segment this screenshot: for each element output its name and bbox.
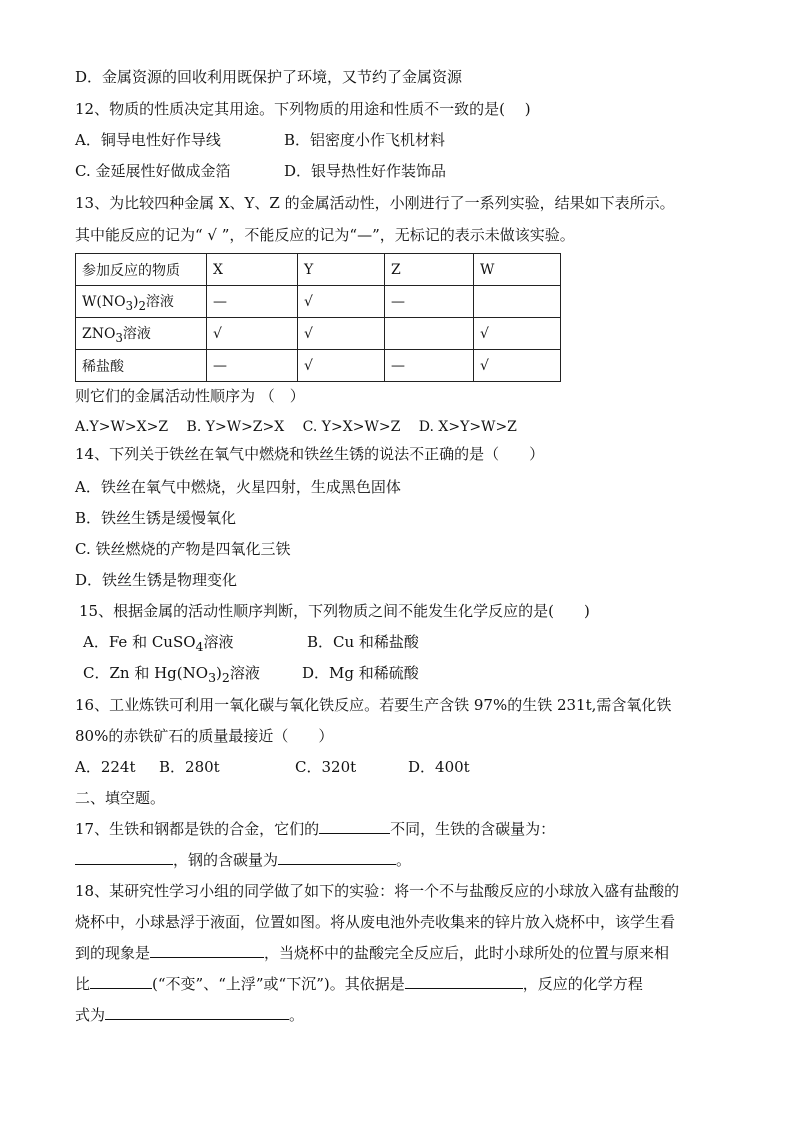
answer-blank[interactable] — [75, 850, 173, 865]
answer-blank[interactable] — [319, 819, 390, 834]
table-cell: — — [385, 350, 474, 382]
option-c: C. 铁丝燃烧的产物是四氧化三铁 — [75, 540, 291, 558]
table-header-row — [76, 254, 561, 286]
table-cell: √ — [298, 350, 385, 382]
row-label: $W(NO_3)_2$溶液 — [76, 286, 207, 318]
option-d: D．400t — [408, 758, 470, 776]
question-17-line1: 17、生铁和钢都是铁的合金，它们的 不同，生铁的含碳量为： — [75, 820, 556, 838]
table-cell: √ — [298, 318, 385, 350]
question-16-line1: 16、工业炼铁可利用一氧化碳与氧化铁反应。若要生产含铁 97%的生铁 231t,需含氧化铁 — [75, 696, 672, 714]
option-d: D．Mg 和稀硫酸 — [302, 664, 419, 682]
option-a: A．铁丝在氧气中燃烧，火星四射，生成黑色固体 — [75, 478, 401, 496]
reaction-table — [75, 253, 561, 382]
table-cell — [474, 286, 561, 318]
table-cell: √ — [474, 318, 561, 350]
question-13-line2: 其中能反应的记为“ √ ”，不能反应的记为“—”，无标记的表示未做该实验。 — [75, 226, 575, 244]
option-b: B．Cu 和稀盐酸 — [307, 633, 419, 651]
table-header-cell: Y — [298, 254, 385, 286]
option-b: B．铝密度小作飞机材料 — [284, 131, 446, 149]
table-header-cell: X — [207, 254, 298, 286]
question-13-line1: 13、为比较四种金属 X、Y、Z 的金属活动性，小刚进行了一系列实验，结果如下表所示。 — [75, 194, 675, 212]
table-cell — [385, 318, 474, 350]
option-b: B．铁丝生锈是缓慢氧化 — [75, 509, 237, 527]
question-15: 15、根据金属的活动性顺序判断，下列物质之间不能发生化学反应的是( ) — [79, 602, 590, 620]
table-header-cell: Z — [385, 254, 474, 286]
answer-blank[interactable] — [90, 974, 152, 989]
answer-blank[interactable] — [105, 1005, 289, 1020]
question-16-line2: 80%的赤铁矿石的质量最接近（ ） — [75, 727, 334, 745]
table-row — [76, 286, 561, 318]
table-cell: — — [207, 350, 298, 382]
question-13-prompt: 则它们的金属活动性顺序为 （ ） — [75, 387, 305, 405]
table-row — [76, 350, 561, 382]
answer-blank[interactable] — [150, 943, 264, 958]
table-cell: √ — [207, 318, 298, 350]
option-c: C．Zn 和 $Hg(NO_3)_2$溶液 — [83, 664, 260, 685]
question-18-line3: 到的现象是 ，当烧杯中的盐酸完全反应后，此时小球所处的位置与原来相 — [75, 944, 670, 962]
option-c: C．320t — [295, 758, 357, 776]
question-13-options: A.Y>W>X>Z B. Y>W>Z>X C. Y>X>W>Z D. X>Y>W>Z — [75, 419, 517, 435]
table-cell: √ — [298, 286, 385, 318]
question-18-line4: 比 (“不变”、“上浮”或“下沉”)。其依据是 ，反应的化学方程 — [75, 975, 643, 993]
option-a: A．224t — [75, 758, 136, 776]
row-label: 稀盐酸 — [76, 350, 207, 382]
option-d: D．银导热性好作装饰品 — [284, 162, 447, 180]
question-12: 12、物质的性质决定其用途。下列物质的用途和性质不一致的是( ) — [75, 100, 531, 118]
option-d-q11: D．金属资源的回收利用既保护了环境，又节约了金属资源 — [75, 68, 463, 86]
table-cell: — — [385, 286, 474, 318]
answer-blank[interactable] — [278, 850, 396, 865]
table-cell: — — [207, 286, 298, 318]
option-a: A．铜导电性好作导线 — [75, 131, 221, 149]
question-17-line2: ，钢的含碳量为 。 — [75, 850, 411, 870]
option-b: B．280t — [159, 758, 220, 776]
table-header-cell: 参加反应的物质 — [76, 254, 207, 286]
option-d: D．铁丝生锈是物理变化 — [75, 571, 238, 589]
section-heading: 二、填空题。 — [75, 789, 166, 807]
table-row — [76, 318, 561, 350]
row-label: $ZNO_3$溶液 — [76, 318, 207, 350]
question-18-line1: 18、某研究性学习小组的同学做了如下的实验：将一个不与盐酸反应的小球放入盛有盐酸的 — [75, 882, 680, 900]
option-c: C. 金延展性好做成金箔 — [75, 162, 231, 180]
option-a: A．Fe 和 CuSO$_4$溶液 — [83, 633, 234, 654]
answer-blank[interactable] — [405, 974, 523, 989]
table-header-cell: W — [474, 254, 561, 286]
table-cell: √ — [474, 350, 561, 382]
question-18-line5: 式为 。 — [75, 1006, 305, 1024]
question-18-line2: 烧杯中，小球悬浮于液面，位置如图。将从废电池外壳收集来的锌片放入烧杯中，该学生看 — [75, 913, 676, 931]
question-14: 14、下列关于铁丝在氧气中燃烧和铁丝生锈的说法不正确的是（ ） — [75, 445, 545, 463]
